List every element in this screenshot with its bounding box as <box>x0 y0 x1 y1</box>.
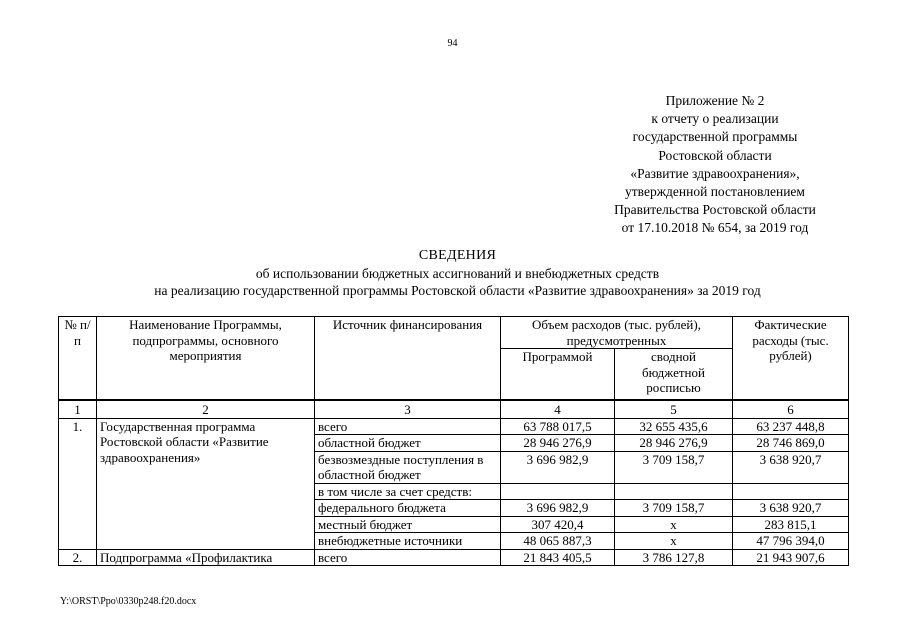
document-title <box>60 247 855 300</box>
row-actual-value: 3 638 920,7 <box>733 451 849 483</box>
row-program-value: 3 696 982,9 <box>501 500 615 517</box>
appendix-line: государственной программы <box>632 129 798 145</box>
row-source: областной бюджет <box>315 435 501 452</box>
row-name: Подпрограмма «Профилактика <box>97 549 315 566</box>
appendix-line: от 17.10.2018 № 654, за 2019 год <box>621 220 809 236</box>
row-actual-value: 3 638 920,7 <box>733 500 849 517</box>
header-planned-budget: сводной бюджетной росписью <box>615 349 733 401</box>
page-number: 94 <box>447 38 458 49</box>
row-program-value: 48 065 887,3 <box>501 533 615 550</box>
appendix-block <box>585 92 845 238</box>
row-source: федерального бюджета <box>315 500 501 517</box>
row-budget-value <box>615 483 733 500</box>
row-actual-value: 47 796 394,0 <box>733 533 849 550</box>
row-program-value: 21 843 405,5 <box>501 549 615 566</box>
row-actual-value: 28 746 869,0 <box>733 435 849 452</box>
appendix-line: к отчету о реализации <box>651 111 779 127</box>
appendix-line: Приложение № 2 <box>665 93 765 108</box>
row-budget-value: 28 946 276,9 <box>615 435 733 452</box>
title-line-1: об использовании бюджетных ассигнований и внебюджетных средств <box>255 265 660 281</box>
row-budget-value: х <box>615 516 733 533</box>
column-number: 4 <box>501 400 615 418</box>
row-program-value: 63 788 017,5 <box>501 418 615 435</box>
row-actual-value: 63 237 448,8 <box>733 418 849 435</box>
appendix-line: утвержденной постановлением <box>625 184 805 200</box>
column-number: 3 <box>315 400 501 418</box>
file-path-footer: Y:\ORST\Ppo\0330p248.f20.docx <box>60 596 197 607</box>
header-name: Наименование Программы, подпрограммы, основного мероприятия <box>97 317 315 401</box>
row-budget-value: 3 786 127,8 <box>615 549 733 566</box>
table-row <box>59 549 849 566</box>
column-number: 1 <box>59 400 97 418</box>
row-program-value: 307 420,4 <box>501 516 615 533</box>
row-actual-value: 283 815,1 <box>733 516 849 533</box>
title-heading: СВЕДЕНИЯ <box>418 248 497 263</box>
header-planned-program: Программой <box>501 349 615 401</box>
row-program-value <box>501 483 615 500</box>
header-actual: Фактические расходы (тыс. рублей) <box>733 317 849 401</box>
row-budget-value: 3 709 158,7 <box>615 451 733 483</box>
row-actual-value <box>733 483 849 500</box>
row-actual-value: 21 943 907,6 <box>733 549 849 566</box>
row-num: 1. <box>59 418 97 549</box>
column-number: 5 <box>615 400 733 418</box>
appendix-line: «Развитие здравоохранения», <box>630 165 800 181</box>
appendix-line: Правительства Ростовской области <box>614 202 816 218</box>
column-number: 6 <box>733 400 849 418</box>
header-source: Источник финансирования <box>315 317 501 401</box>
column-number: 2 <box>97 400 315 418</box>
row-budget-value: 32 655 435,6 <box>615 418 733 435</box>
row-budget-value: 3 709 158,7 <box>615 500 733 517</box>
row-source: внебюджетные источники <box>315 533 501 550</box>
table-header-row <box>59 317 849 349</box>
appendix-line: Ростовской области <box>658 147 772 163</box>
row-source: в том числе за счет средств: <box>315 483 501 500</box>
header-planned: Объем расходов (тыс. рублей), предусмотренных <box>501 317 733 349</box>
row-source: всего <box>315 418 501 435</box>
header-num: № п/п <box>59 317 97 401</box>
row-program-value: 28 946 276,9 <box>501 435 615 452</box>
row-budget-value: х <box>615 533 733 550</box>
column-number-row <box>59 400 849 418</box>
row-source: местный бюджет <box>315 516 501 533</box>
budget-table <box>58 316 849 566</box>
row-source: безвозмездные поступления в областной бюджет <box>315 451 501 483</box>
title-line-2: на реализацию государственной программы Ростовской области «Развитие здравоохранения» за 2019 год <box>154 283 761 298</box>
row-name: Государственная программа Ростовской области «Развитие здравоохранения» <box>97 418 315 549</box>
row-source: всего <box>315 549 501 566</box>
table-row <box>59 418 849 435</box>
row-num: 2. <box>59 549 97 566</box>
row-program-value: 3 696 982,9 <box>501 451 615 483</box>
